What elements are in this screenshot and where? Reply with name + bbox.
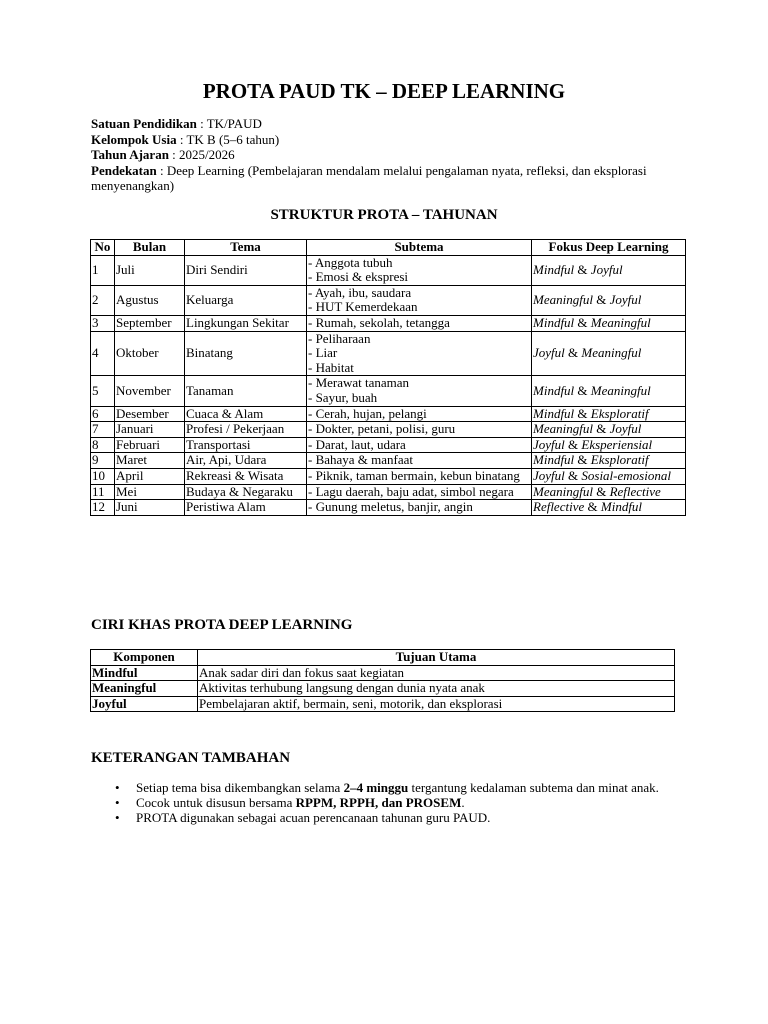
cell-bulan: Juli: [115, 255, 185, 285]
fokus-primary: Mindful: [533, 314, 575, 330]
meta-pendekatan-value: : Deep Learning (Pembelajaran mendalam melalui pengalaman nyata, refleksi, dan eksplorasi menyenangkan): [91, 162, 647, 193]
cell-bulan: Mei: [115, 484, 185, 500]
fokus-primary: Joyful: [533, 345, 565, 361]
subtema-line: - Gunung meletus, banjir, angin: [308, 499, 473, 515]
fokus-secondary: Reflective: [609, 483, 661, 499]
fokus-primary: Meaningful: [533, 292, 593, 308]
cell-subtema: [307, 453, 532, 469]
cell-bulan: April: [115, 468, 185, 484]
fokus-primary: Meaningful: [533, 421, 593, 437]
fokus-separator: &: [564, 345, 582, 361]
list-item: [91, 795, 691, 810]
fokus-primary: Mindful: [533, 452, 575, 468]
cell-komponen: Meaningful: [91, 681, 198, 697]
cell-no: 1: [91, 255, 115, 285]
fokus-separator: &: [574, 314, 591, 330]
cell-tema: Tanaman: [185, 376, 307, 406]
subtema-line: - Darat, laut, udara: [308, 436, 406, 452]
cell-subtema: [307, 255, 532, 285]
cell-no: 12: [91, 500, 115, 516]
cell-tema: Cuaca & Alam: [185, 406, 307, 422]
page-title: PROTA PAUD TK – DEEP LEARNING: [202, 79, 566, 103]
cell-subtema: [307, 331, 532, 376]
cell-tujuan: Pembelajaran aktif, bermain, seni, motorik, dan eksplorasi: [198, 696, 675, 712]
cell-komponen: Mindful: [91, 665, 198, 681]
item-bold: RPPM, RPPH, dan PROSEM: [295, 795, 462, 810]
cell-subtema: [307, 468, 532, 484]
cell-tema: Air, Api, Udara: [185, 453, 307, 469]
cell-fokus: [532, 376, 686, 406]
prota-header-row: [91, 240, 686, 256]
cell-tema: Profesi / Pekerjaan: [185, 422, 307, 438]
table-row: [91, 484, 686, 500]
cell-no: 4: [91, 331, 115, 376]
subtema-line: - Piknik, taman bermain, kebun binatang: [308, 467, 520, 483]
meta-kelompok-label: Kelompok Usia: [91, 131, 177, 147]
header-tema: Tema: [185, 240, 307, 256]
table-row: [91, 665, 675, 681]
fokus-separator: &: [592, 292, 610, 308]
table-row: [91, 422, 686, 438]
subtema-line: - Merawat tanaman: [308, 375, 410, 391]
cell-no: 8: [91, 437, 115, 453]
cell-tema: Peristiwa Alam: [185, 500, 307, 516]
table-row: [91, 285, 686, 315]
cell-bulan: Oktober: [115, 331, 185, 376]
cell-no: 11: [91, 484, 115, 500]
table-row: [91, 453, 686, 469]
cell-subtema: [307, 500, 532, 516]
cell-fokus: [532, 315, 686, 331]
keterangan-heading: KETERANGAN TAMBAHAN: [91, 750, 291, 766]
cell-fokus: [532, 285, 686, 315]
cell-no: 6: [91, 406, 115, 422]
cell-subtema: [307, 285, 532, 315]
meta-tahun-label: Tahun Ajaran: [91, 147, 169, 162]
cell-tema: Diri Sendiri: [185, 255, 307, 285]
meta-satuan-value: : TK/PAUD: [196, 116, 262, 131]
subtema-line: - Bahaya & manfaat: [308, 452, 414, 468]
fokus-primary: Joyful: [533, 467, 565, 483]
fokus-secondary: Meaningful: [590, 382, 651, 398]
cell-bulan: Januari: [115, 422, 185, 438]
table-row: [91, 468, 686, 484]
subtema-line: - Anggota tubuh: [308, 254, 393, 270]
header-tujuan: Tujuan Utama: [198, 650, 675, 666]
fokus-secondary: Joyful: [609, 292, 642, 308]
fokus-secondary: Eksperiensial: [581, 436, 653, 452]
cell-tema: Transportasi: [185, 437, 307, 453]
cell-fokus: [532, 437, 686, 453]
item-text: PROTA digunakan sebagai acuan perencanaan tahunan guru PAUD.: [136, 810, 491, 825]
cell-no: 3: [91, 315, 115, 331]
subtema-line: - Emosi & ekspresi: [308, 269, 409, 285]
cell-tema: Keluarga: [185, 285, 307, 315]
subtema-line: - Habitat: [308, 359, 354, 375]
cell-bulan: Februari: [115, 437, 185, 453]
meta-tahun: [91, 147, 691, 163]
cell-tema: Binatang: [185, 331, 307, 376]
list-item: [91, 780, 691, 795]
item-text: Cocok untuk disusun bersama: [136, 795, 296, 810]
subtema-line: - Liar: [308, 345, 338, 361]
fokus-secondary: Meaningful: [590, 314, 651, 330]
fokus-primary: Mindful: [533, 261, 575, 277]
cell-fokus: [532, 468, 686, 484]
cell-komponen: Joyful: [91, 696, 198, 712]
cell-bulan: November: [115, 376, 185, 406]
fokus-separator: &: [584, 499, 601, 515]
list-item: [91, 810, 691, 825]
header-komponen: Komponen: [91, 650, 198, 666]
fokus-separator: &: [574, 261, 591, 277]
subtema-line: - Sayur, buah: [308, 389, 378, 405]
struktur-heading: STRUKTUR PROTA – TAHUNAN: [270, 207, 498, 223]
fokus-separator: &: [592, 421, 610, 437]
fokus-primary: Joyful: [533, 436, 565, 452]
cell-no: 2: [91, 285, 115, 315]
fokus-separator: &: [574, 452, 591, 468]
fokus-separator: &: [564, 436, 582, 452]
prota-table: [90, 239, 686, 516]
table-row: [91, 255, 686, 285]
table-row: [91, 437, 686, 453]
table-row: [91, 315, 686, 331]
fokus-secondary: Sosial-emosional: [581, 467, 671, 483]
fokus-secondary: Joyful: [609, 421, 642, 437]
cell-tujuan: Aktivitas terhubung langsung dengan dunia nyata anak: [198, 681, 675, 697]
subtema-line: - Cerah, hujan, pelangi: [308, 405, 427, 421]
fokus-primary: Mindful: [533, 382, 575, 398]
meta-satuan: [91, 116, 691, 132]
meta-pendekatan-label: Pendekatan: [91, 162, 157, 178]
fokus-separator: &: [564, 467, 582, 483]
ciri-heading: CIRI KHAS PROTA DEEP LEARNING: [91, 617, 353, 633]
item-text: Setiap tema bisa dikembangkan selama: [136, 780, 344, 795]
item-text-end: .: [461, 795, 465, 810]
subtema-line: - Lagu daerah, baju adat, simbol negara: [308, 483, 514, 499]
cell-bulan: Desember: [115, 406, 185, 422]
cell-tujuan: Anak sadar diri dan fokus saat kegiatan: [198, 665, 675, 681]
meta-kelompok: [91, 132, 691, 148]
meta-kelompok-value: : TK B (5–6 tahun): [176, 131, 280, 147]
meta-tahun-value: : 2025/2026: [168, 147, 235, 162]
meta-pendekatan: [91, 163, 691, 194]
fokus-primary: Reflective: [533, 499, 585, 515]
table-row: [91, 406, 686, 422]
table-row: [91, 696, 675, 712]
cell-bulan: Agustus: [115, 285, 185, 315]
cell-subtema: [307, 484, 532, 500]
subtema-line: - HUT Kemerdekaan: [308, 299, 418, 315]
cell-tema: Budaya & Negaraku: [185, 484, 307, 500]
cell-fokus: [532, 331, 686, 376]
cell-subtema: [307, 422, 532, 438]
item-bold: 2–4 minggu: [343, 780, 409, 795]
item-text-end: tergantung kedalaman subtema dan minat anak.: [408, 780, 659, 795]
cell-fokus: [532, 453, 686, 469]
fokus-secondary: Mindful: [600, 499, 643, 515]
cell-no: 9: [91, 453, 115, 469]
subtema-line: - Peliharaan: [308, 330, 371, 346]
cell-fokus: [532, 422, 686, 438]
fokus-secondary: Eksploratif: [590, 405, 649, 421]
header-fokus: Fokus Deep Learning: [532, 240, 686, 256]
ciri-table: [90, 649, 675, 712]
cell-fokus: [532, 406, 686, 422]
header-no: No: [91, 240, 115, 256]
table-row: [91, 681, 675, 697]
fokus-primary: Meaningful: [533, 483, 593, 499]
cell-subtema: [307, 406, 532, 422]
fokus-separator: &: [592, 483, 610, 499]
cell-bulan: Juni: [115, 500, 185, 516]
table-row: [91, 500, 686, 516]
cell-bulan: September: [115, 315, 185, 331]
table-row: [91, 376, 686, 406]
ciri-header-row: [91, 650, 675, 666]
subtema-line: - Ayah, ibu, saudara: [308, 284, 412, 300]
fokus-secondary: Joyful: [590, 261, 623, 277]
header-bulan: Bulan: [115, 240, 185, 256]
cell-tema: Lingkungan Sekitar: [185, 315, 307, 331]
cell-fokus: [532, 500, 686, 516]
cell-tema: Rekreasi & Wisata: [185, 468, 307, 484]
meta-satuan-label: Satuan Pendidikan: [91, 116, 197, 131]
cell-no: 5: [91, 376, 115, 406]
cell-subtema: [307, 376, 532, 406]
table-row: [91, 331, 686, 376]
cell-subtema: [307, 437, 532, 453]
cell-subtema: [307, 315, 532, 331]
fokus-separator: &: [574, 405, 591, 421]
cell-no: 10: [91, 468, 115, 484]
fokus-primary: Mindful: [533, 405, 575, 421]
document-meta: [91, 116, 691, 194]
keterangan-list: [91, 780, 691, 825]
cell-fokus: [532, 484, 686, 500]
header-subtema: Subtema: [307, 240, 532, 256]
cell-bulan: Maret: [115, 453, 185, 469]
fokus-secondary: Eksploratif: [590, 452, 649, 468]
cell-no: 7: [91, 422, 115, 438]
subtema-line: - Rumah, sekolah, tetangga: [308, 314, 450, 330]
fokus-separator: &: [574, 382, 591, 398]
cell-fokus: [532, 255, 686, 285]
subtema-line: - Dokter, petani, polisi, guru: [308, 421, 456, 437]
fokus-secondary: Meaningful: [581, 345, 642, 361]
